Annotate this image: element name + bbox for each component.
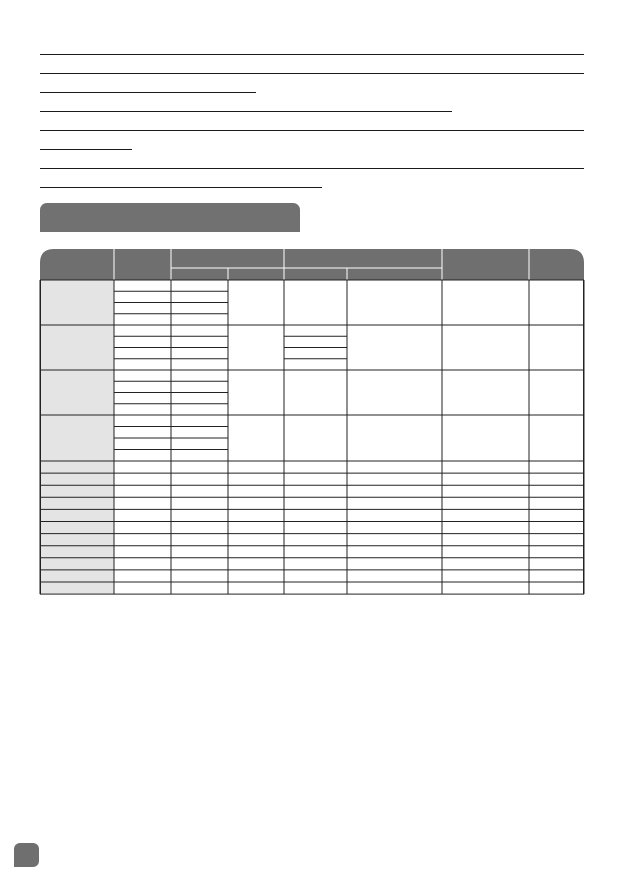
row-label-column [40,280,114,594]
table-header [40,249,584,280]
table-border [41,280,584,594]
page-number-badge [14,843,39,867]
